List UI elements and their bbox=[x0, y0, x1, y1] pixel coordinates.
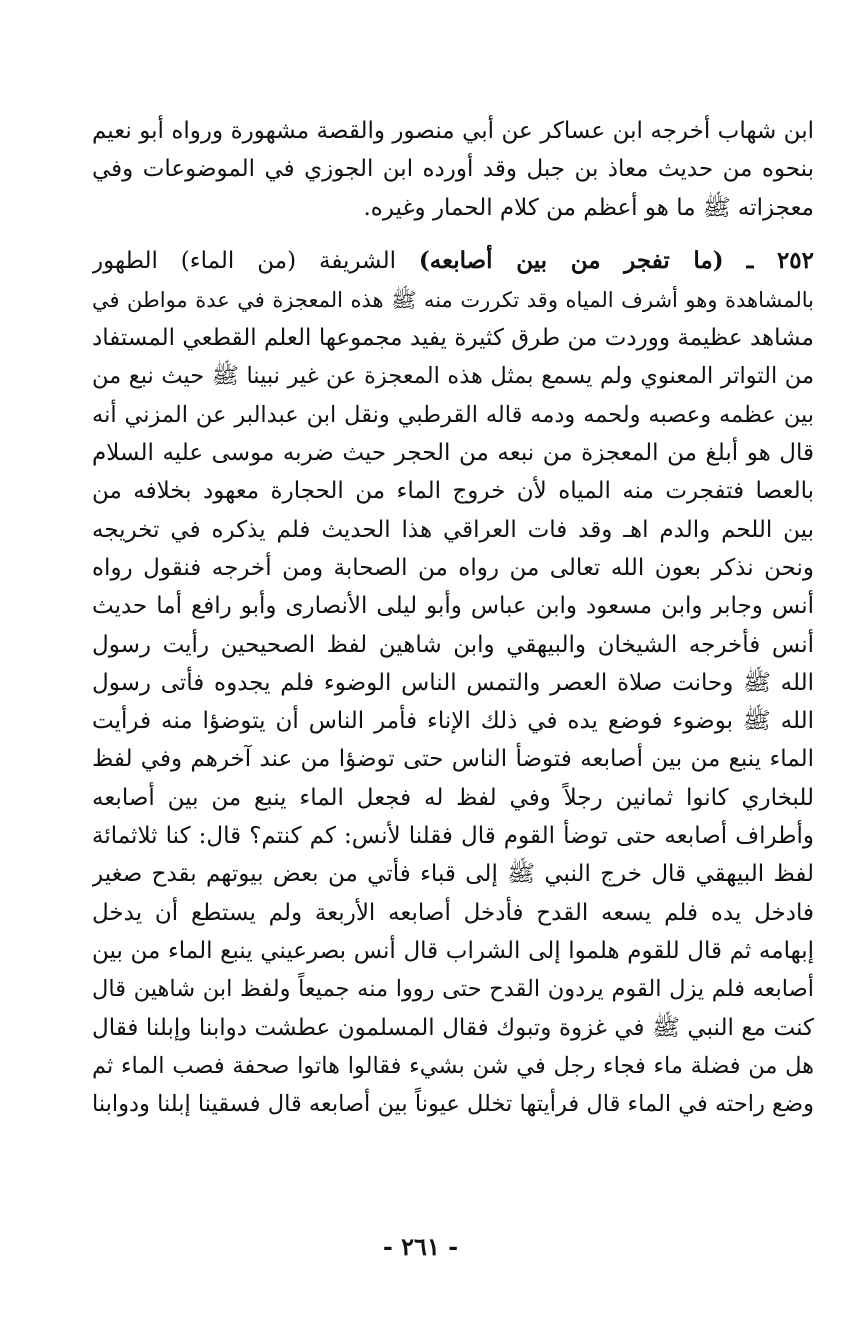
paragraph-gap bbox=[92, 227, 814, 241]
text-line: أنس فأخرجه الشيخان والبيهقي وابن شاهين لفظ الصحيحين رأيت رسول bbox=[92, 631, 814, 658]
text-line: معجزاته ﷺ ما هو أعظم من كلام الحمار وغيره. bbox=[363, 194, 814, 221]
section-heading-rest: الشريفة (من الماء) الطهور bbox=[92, 247, 396, 274]
text-line: كنت مع النبي ﷺ في غزوة وتبوك فقال المسلمون عطشت دوابنا وإبلنا فقال bbox=[92, 1014, 814, 1041]
text-line: وأطراف أصابعه حتى توضأ القوم قال فقلنا لأنس: كم كنتم؟ قال: كنا ثلاثمائة bbox=[92, 823, 814, 850]
text-line: بالعصا فتفجرت منه المياه لأن خروج الماء من الحجارة معهود بخلافه من bbox=[92, 478, 814, 505]
text-line: الماء ينبع من بين أصابعه فتوضأ الناس حتى توضؤا من عند آخرهم وفي لفظ bbox=[92, 746, 814, 773]
page-number: - ٢٦١ - bbox=[382, 1232, 459, 1261]
text-line: أصابعه فلم يزل القوم يردون القدح حتى رووا منه جميعاً ولفظ ابن شاهين قال bbox=[92, 976, 814, 1003]
text-line: من التواتر المعنوي ولم يسمع بمثل هذه المعجزة عن غير نبينا ﷺ حيث نبع من bbox=[92, 363, 814, 390]
intro-paragraph bbox=[92, 112, 814, 227]
text-line: بنحوه من حديث معاذ بن جبل وقد أورده ابن الجوزي في الموضوعات وفي bbox=[92, 156, 814, 183]
text-line: أنس وجابر وابن مسعود وابن عباس وأبو ليلى الأنصارى وأبو رافع أما حديث bbox=[92, 593, 814, 620]
text-line: الله ﷺ بوضوء فوضع يده في ذلك الإناء فأمر الناس أن يتوضؤا منه فرأيت bbox=[92, 708, 814, 735]
section-252 bbox=[92, 241, 814, 1124]
text-line: بين اللحم والدم اهـ وقد فات العراقي هذا الحديث فلم يذكره في تخريجه bbox=[92, 516, 814, 543]
page-body bbox=[92, 112, 814, 1123]
text-line: وضع راحته في الماء قال فرأيتها تخلل عيوناً بين أصابعه قال فسقينا إبلنا ودوابنا bbox=[92, 1091, 814, 1118]
text-line: ونحن نذكر بعون الله تعالى من رواه من الصحابة ومن أخرجه فنقول رواه bbox=[92, 554, 814, 581]
section-number: ٢٥٢ ـ bbox=[746, 246, 814, 274]
text-line: إبهامه ثم قال للقوم هلموا إلى الشراب قال أنس بصرعيني ينبع الماء من بين bbox=[92, 937, 814, 964]
text-line: مشاهد عظيمة ووردت من طرق كثيرة يفيد مجموعها العلم القطعي المستفاد bbox=[92, 325, 814, 352]
text-line: هل من فضلة ماء فجاء رجل في شن بشيء فقالوا هاتوا صحفة فصب الماء ثم bbox=[92, 1052, 814, 1079]
section-title: (ما تفجر من بين أصابعه) bbox=[418, 246, 724, 274]
section-heading bbox=[92, 241, 814, 281]
text-line: بين عظمه وعصبه ولحمه ودمه قاله القرطبي ونقل ابن عبدالبر عن المزني أنه bbox=[92, 401, 814, 428]
text-line: الله ﷺ وحانت صلاة العصر والتمس الناس الوضوء فلم يجدوه فأتى رسول bbox=[92, 669, 814, 696]
text-line: ابن شهاب أخرجه ابن عساكر عن أبي منصور والقصة مشهورة ورواه أبو نعيم bbox=[92, 118, 814, 144]
text-line: بالمشاهدة وهو أشرف المياه وقد تكررت منه ﷺ هذه المعجزة في عدة مواطن في bbox=[92, 287, 814, 312]
text-line: لفظ البيهقي قال خرج النبي ﷺ إلى قباء فأتي من بعض بيوتهم بقدح صغير bbox=[92, 861, 814, 888]
text-line: للبخاري كانوا ثمانين رجلاً وفي لفظ له فجعل الماء ينبع من بين أصابعه bbox=[92, 784, 814, 811]
text-line: قال هو أبلغ من المعجزة من نبعه من الحجر حيث ضربه موسى عليه السلام bbox=[92, 440, 814, 467]
text-line: فادخل يده فلم يسعه القدح فأدخل أصابعه الأربعة ولم يستطع أن يدخل bbox=[92, 899, 814, 926]
